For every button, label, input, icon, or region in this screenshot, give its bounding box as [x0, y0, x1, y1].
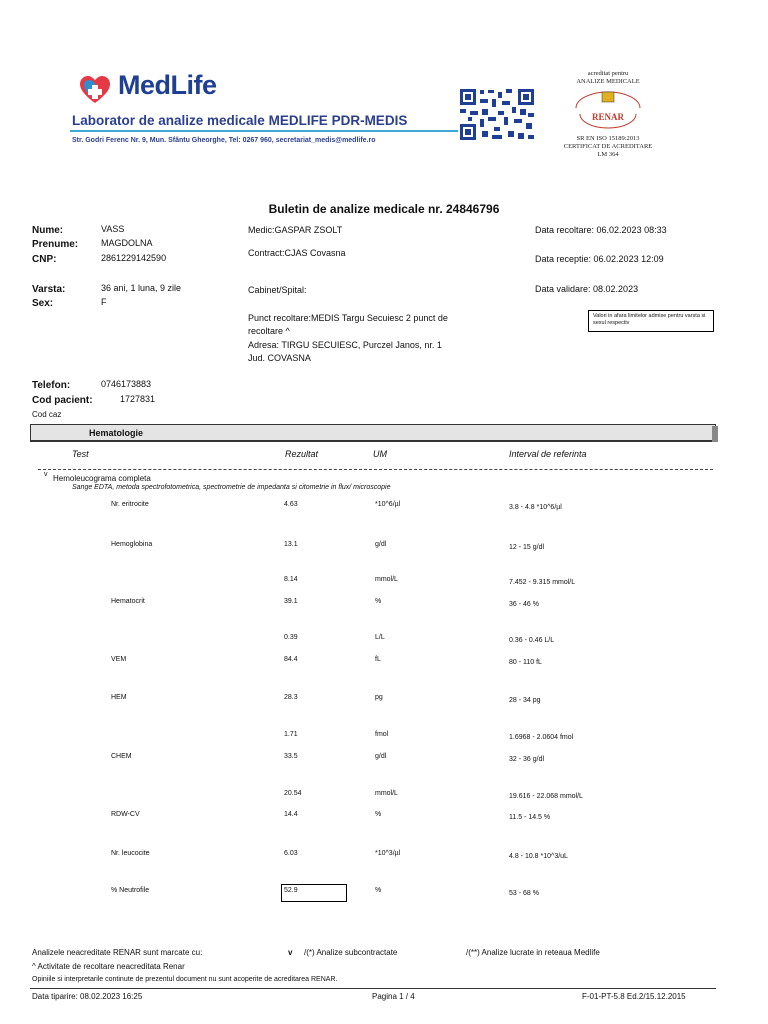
row-result-value: 20.54: [284, 790, 302, 797]
sex-label: Sex:: [32, 298, 54, 309]
row-unit: mmol/L: [375, 790, 398, 797]
row-reference-interval: 3.8 - 4.8 *10^6/µl: [509, 504, 562, 511]
row-unit: L/L: [375, 634, 385, 641]
row-reference-interval: 28 - 34 pg: [509, 697, 541, 704]
row-test-name: Nr. eritrocite: [111, 501, 149, 508]
row-unit: g/dl: [375, 753, 387, 760]
renar-label: RENAR: [591, 112, 625, 122]
section-bar-shadow: [712, 426, 718, 442]
row-test-name: Nr. leucocite: [111, 850, 150, 857]
varsta-label: Varsta:: [32, 284, 66, 295]
panel-name: Hemoleucograma completa: [53, 474, 151, 483]
header-test: Test: [72, 449, 89, 459]
accreditation-line-1: acreditat pentru: [587, 70, 629, 77]
row-reference-interval: 0.36 - 0.46 L/L: [509, 637, 555, 644]
row-result-value: 8.14: [284, 576, 298, 583]
legend-medlife-network: /(**) Analize lucrate in reteaua Medlife: [466, 948, 600, 957]
page-number: Pagina 1 / 4: [372, 992, 415, 1001]
footer-divider: [30, 988, 716, 989]
legend-subcontracted: /(*) Analize subcontractate: [304, 948, 398, 957]
row-reference-interval: 53 - 68 %: [509, 890, 539, 897]
row-result-value: 4.63: [284, 501, 298, 508]
row-test-name: Hematocrit: [111, 598, 145, 605]
lab-address: Str. Godri Ferenc Nr. 9, Mun. Sfântu Gheorghe, Tel: 0267 960, secretariat_medis@medlife.ro: [72, 137, 376, 144]
row-reference-interval: 1.6968 - 2.0604 fmol: [509, 734, 574, 741]
row-result-value: 0.39: [284, 634, 298, 641]
row-test-name: CHEM: [111, 753, 132, 760]
row-reference-interval: 12 - 15 g/dl: [509, 544, 545, 551]
renar-logo-icon: [568, 88, 648, 130]
accreditation-line-2: ANALIZE MEDICALE: [576, 78, 640, 85]
row-test-name: HEM: [111, 694, 127, 701]
header-interval: Interval de referinta: [509, 449, 587, 459]
data-validare: Data validare: 08.02.2023: [535, 284, 639, 294]
row-unit: fmol: [375, 731, 389, 738]
header-divider-dashed: [38, 469, 713, 470]
accreditation-line-5: LM 364: [597, 151, 619, 158]
cnp-value: 2861229142590: [101, 253, 167, 263]
row-result-value: 28.3: [284, 694, 298, 701]
prenume-value: MAGDOLNA: [101, 238, 153, 248]
sex-value: F: [101, 297, 107, 307]
row-reference-interval: 19.616 - 22.068 mmol/L: [509, 793, 583, 800]
reference-note-box: Valori in afara limitelor admise pentru varsta si sexul respectiv: [588, 310, 714, 332]
row-reference-interval: 11.5 - 14.5 %: [509, 814, 551, 821]
prenume-label: Prenume:: [32, 239, 79, 250]
row-test-name: RDW-CV: [111, 811, 140, 818]
medic: Medic:GASPAR ZSOLT: [248, 225, 343, 235]
nume-value: VASS: [101, 224, 125, 234]
adresa-line-1: Adresa: TIRGU SECUIESC, Purczel Janos, nr. 1: [248, 340, 442, 350]
legend-mark: v: [288, 948, 293, 957]
row-unit: *10^3/µl: [375, 850, 401, 857]
row-reference-interval: 36 - 46 %: [509, 601, 539, 608]
accreditation-line-4: CERTIFICAT DE ACREDITARE: [563, 143, 653, 150]
document-title: Buletin de analize medicale nr. 24846796: [268, 202, 500, 216]
data-recoltare: Data recoltare: 06.02.2023 08:33: [535, 225, 667, 235]
punct-recoltare-line-1: Punct recoltare:MEDIS Targu Secuiesc 2 punct de: [248, 313, 448, 323]
telefon-label: Telefon:: [32, 380, 71, 391]
header-rezultat: Rezultat: [285, 449, 319, 459]
lab-title: Laborator de analize medicale MEDLIFE PDR-MEDIS: [72, 113, 408, 128]
cod-pacient-label: Cod pacient:: [32, 395, 93, 406]
row-reference-interval: 32 - 36 g/dl: [509, 756, 545, 763]
nume-label: Nume:: [32, 225, 64, 236]
row-unit: *10^6/µl: [375, 501, 401, 508]
row-result-value: 84.4: [284, 656, 298, 663]
cnp-label: CNP:: [32, 254, 57, 265]
cod-pacient-value: 1727831: [120, 394, 156, 404]
print-date: Data tiparire: 08.02.2023 16:25: [32, 992, 143, 1001]
panel-method: Sange EDTA, metoda spectrofotometrica, spectrometrie de impedanta si citometrie in flux/ microscopie: [72, 484, 391, 491]
row-unit: mmol/L: [375, 576, 398, 583]
row-result-value: 13.1: [284, 541, 298, 548]
form-code: F-01-PT-5.8 Ed.2/15.12.2015: [582, 992, 686, 1001]
data-receptie: Data receptie: 06.02.2023 12:09: [535, 254, 664, 264]
row-unit: %: [375, 598, 382, 605]
header-um: UM: [373, 449, 387, 459]
contract: Contract:CJAS Covasna: [248, 248, 346, 258]
legend-opinions: Opiniile si interpretarile continute de prezentul document nu sunt acoperite de acreditarea RENAR.: [32, 976, 338, 983]
row-result-value: 39.1: [284, 598, 298, 605]
adresa-line-2: Jud. COVASNA: [248, 353, 311, 363]
row-reference-interval: 4.8 - 10.8 *10^3/uL: [509, 853, 568, 860]
non-accredited-mark: v: [44, 471, 48, 478]
out-of-range-highlight: [281, 884, 347, 902]
legend-accreditation: Analizele neacreditate RENAR sunt marcate cu:: [32, 948, 203, 957]
punct-recoltare-line-2: recoltare ^: [248, 326, 290, 336]
row-unit: %: [375, 887, 382, 894]
row-reference-interval: 7.452 - 9.315 mmol/L: [509, 579, 576, 586]
brand-logo: MedLife: [118, 70, 217, 100]
row-test-name: VEM: [111, 656, 127, 663]
row-result-value: 6.03: [284, 850, 298, 857]
qr-code-icon: [458, 87, 536, 142]
row-unit: fL: [375, 656, 381, 663]
row-unit: pg: [375, 694, 383, 701]
row-unit: g/dl: [375, 541, 387, 548]
row-test-name: % Neutrofile: [111, 887, 150, 894]
section-title: Hematologie: [89, 428, 144, 438]
header-divider: [70, 130, 472, 132]
accreditation-line-3: SR EN ISO 15189:2013: [576, 135, 640, 142]
row-result-value: 52.9: [284, 887, 298, 894]
row-reference-interval: 80 - 110 fL: [509, 659, 542, 666]
cod-caz-label: Cod caz: [32, 410, 62, 419]
row-result-value: 14.4: [284, 811, 298, 818]
medlife-heart-logo-icon: [80, 76, 110, 104]
row-result-value: 1.71: [284, 731, 298, 738]
legend-renar-collection: ^ Activitate de recoltare neacreditata Renar: [32, 962, 185, 971]
row-test-name: Hemoglobina: [111, 541, 153, 548]
varsta-value: 36 ani, 1 luna, 9 zile: [101, 283, 182, 293]
telefon-value: 0746173883: [101, 379, 152, 389]
cabinet: Cabinet/Spital:: [248, 285, 307, 295]
row-unit: %: [375, 811, 382, 818]
renar-accreditation-badge: [548, 70, 668, 160]
row-result-value: 33.5: [284, 753, 298, 760]
